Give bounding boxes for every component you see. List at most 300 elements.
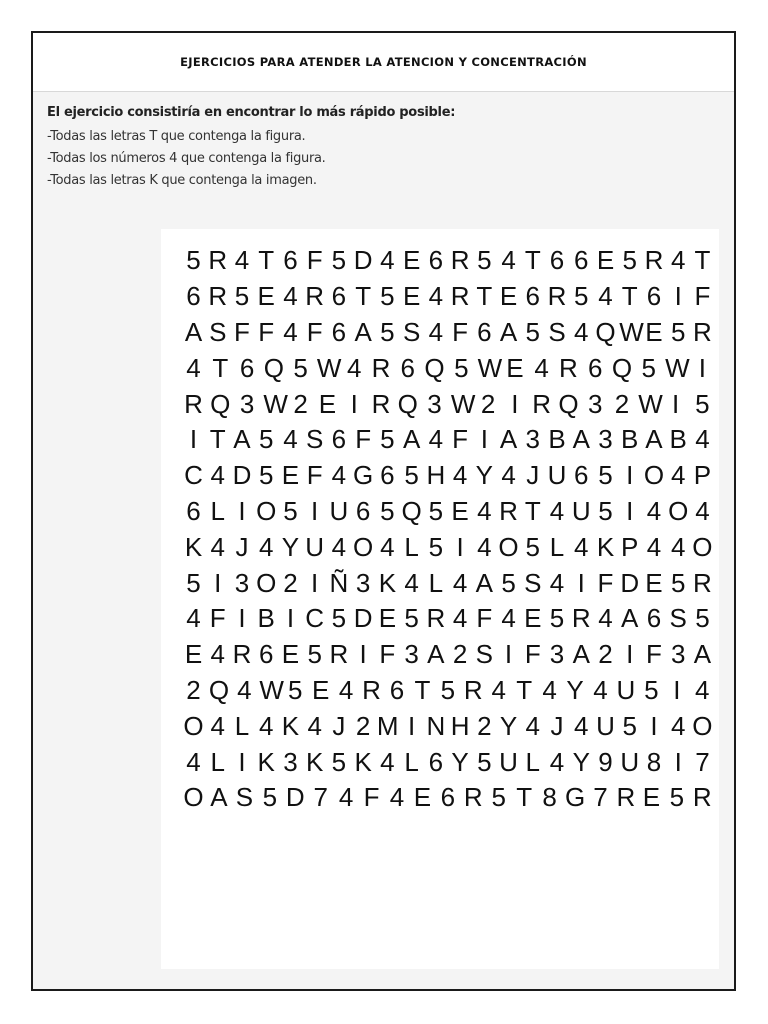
grid-cell: 3 bbox=[355, 567, 371, 598]
grid-cell: I bbox=[214, 567, 222, 598]
grid-cell: R bbox=[499, 495, 518, 526]
grid-row bbox=[183, 708, 713, 744]
grid-cell: G bbox=[353, 460, 374, 491]
grid-cell: O bbox=[183, 710, 204, 741]
grid-cell: L bbox=[525, 746, 541, 777]
instructions bbox=[47, 105, 724, 195]
grid-cell: 6 bbox=[428, 746, 444, 777]
grid-cell: 4 bbox=[283, 281, 298, 312]
grid-cell: E bbox=[281, 460, 300, 491]
grid-cell: S bbox=[306, 424, 324, 455]
grid-row bbox=[183, 780, 713, 816]
grid-cell: R bbox=[547, 281, 567, 312]
grid-cell: R bbox=[450, 245, 470, 276]
instruction-item-numbers-4: -Todas los números 4 que contenga la figura. bbox=[47, 151, 326, 166]
grid-cell: R bbox=[208, 245, 228, 276]
grid-cell: R bbox=[371, 388, 391, 419]
grid-cell: E bbox=[312, 674, 330, 705]
grid-cell: 6 bbox=[477, 316, 492, 347]
grid-cell: T bbox=[414, 674, 431, 705]
grid-cell: 4 bbox=[210, 639, 225, 670]
grid-cell: 5 bbox=[440, 674, 456, 705]
grid-cell: 4 bbox=[258, 531, 274, 562]
grid-cell: R bbox=[692, 782, 712, 813]
grid-cell: 6 bbox=[646, 603, 662, 634]
grid-cell: L bbox=[549, 531, 565, 562]
worksheet-frame bbox=[31, 31, 736, 991]
grid-cell: 5 bbox=[477, 746, 492, 777]
grid-cell: 5 bbox=[380, 316, 395, 347]
grid-cell: F bbox=[524, 639, 541, 670]
grid-cell: A bbox=[693, 639, 712, 670]
grid-cell: 4 bbox=[210, 710, 225, 741]
grid-cell: E bbox=[184, 639, 203, 670]
grid-cell: 6 bbox=[186, 281, 201, 312]
grid-cell: N bbox=[426, 710, 446, 741]
grid-cell: O bbox=[668, 495, 689, 526]
letter-grid-panel bbox=[161, 229, 719, 969]
grid-cell: 3 bbox=[427, 388, 442, 419]
grid-cell: T bbox=[516, 674, 533, 705]
grid-cell: 5 bbox=[644, 674, 659, 705]
grid-cell: T bbox=[355, 281, 372, 312]
grid-cell: S bbox=[402, 316, 421, 347]
grid-cell: 2 bbox=[186, 674, 201, 705]
grid-cell: A bbox=[621, 603, 639, 634]
grid-cell: R bbox=[532, 388, 552, 419]
grid-cell: 4 bbox=[670, 245, 686, 276]
grid-cell: 4 bbox=[593, 674, 608, 705]
grid-cell: 2 bbox=[477, 710, 492, 741]
grid-cell: E bbox=[318, 388, 337, 419]
grid-cell: A bbox=[499, 316, 518, 347]
grid-cell: R bbox=[693, 316, 712, 347]
grid-cell: 4 bbox=[549, 495, 565, 526]
grid-cell: 5 bbox=[288, 674, 303, 705]
grid-cell: 5 bbox=[186, 245, 201, 276]
grid-cell: R bbox=[329, 639, 349, 670]
grid-cell: K bbox=[184, 531, 203, 562]
grid-cell: 4 bbox=[501, 460, 516, 491]
grid-cell: R bbox=[571, 603, 591, 634]
grid-cell: F bbox=[597, 567, 614, 598]
instruction-item-letters-k: -Todas las letras K que contenga la imagen. bbox=[47, 173, 317, 188]
grid-cell: B bbox=[669, 424, 687, 455]
grid-cell: S bbox=[475, 639, 493, 670]
grid-cell: T bbox=[524, 495, 541, 526]
grid-cell: 4 bbox=[695, 674, 710, 705]
grid-cell: 4 bbox=[404, 567, 419, 598]
grid-cell: L bbox=[210, 746, 225, 777]
grid-cell: 4 bbox=[598, 603, 613, 634]
grid-cell: K bbox=[281, 710, 300, 741]
grid-cell: L bbox=[234, 710, 250, 741]
grid-cell: A bbox=[572, 424, 590, 455]
grid-cell: I bbox=[577, 567, 585, 598]
grid-cell: 4 bbox=[452, 567, 468, 598]
grid-row bbox=[183, 315, 713, 351]
grid-cell: A bbox=[475, 567, 493, 598]
grid-cell: 5 bbox=[331, 746, 347, 777]
grid-cell: E bbox=[524, 603, 542, 634]
grid-row bbox=[183, 637, 713, 673]
grid-row bbox=[183, 494, 713, 530]
grid-cell: 4 bbox=[186, 352, 201, 383]
grid-cell: P bbox=[693, 460, 712, 491]
instructions-intro: El ejercicio consistiría en encontrar lo más rápido posible: bbox=[47, 105, 456, 120]
grid-cell: I bbox=[350, 388, 358, 419]
grid-cell: Q bbox=[210, 388, 231, 419]
grid-cell: 3 bbox=[525, 424, 541, 455]
grid-cell: T bbox=[524, 245, 541, 276]
grid-cell: I bbox=[626, 460, 634, 491]
grid-cell: 5 bbox=[549, 603, 565, 634]
grid-cell: Q bbox=[424, 352, 445, 383]
grid-row bbox=[183, 744, 713, 780]
grid-cell: Y bbox=[499, 710, 518, 741]
grid-cell: 3 bbox=[234, 567, 250, 598]
grid-cell: I bbox=[671, 388, 680, 419]
grid-cell: L bbox=[404, 746, 419, 777]
grid-cell: 4 bbox=[258, 710, 274, 741]
grid-cell: 4 bbox=[534, 352, 549, 383]
grid-cell: 4 bbox=[380, 245, 395, 276]
grid-cell: R bbox=[232, 639, 252, 670]
grid-cell: E bbox=[402, 245, 421, 276]
grid-cell: 5 bbox=[380, 281, 395, 312]
grid-cell: Y bbox=[566, 674, 584, 705]
grid-cell: O bbox=[643, 460, 665, 491]
grid-cell: 4 bbox=[452, 460, 468, 491]
grid-cell: G bbox=[564, 782, 586, 813]
grid-cell: I bbox=[650, 710, 658, 741]
grid-row bbox=[183, 279, 713, 315]
grid-row bbox=[183, 243, 713, 279]
grid-cell: 6 bbox=[331, 424, 347, 455]
grid-cell: F bbox=[306, 316, 323, 347]
grid-cell: I bbox=[511, 388, 519, 419]
grid-cell: T bbox=[209, 424, 226, 455]
grid-cell: 9 bbox=[598, 746, 613, 777]
grid-cell: K bbox=[378, 567, 397, 598]
grid-cell: A bbox=[233, 424, 251, 455]
grid-cell: H bbox=[426, 460, 446, 491]
grid-cell: U bbox=[499, 746, 518, 777]
grid-cell: 5 bbox=[428, 531, 444, 562]
grid-cell: R bbox=[559, 352, 578, 383]
grid-cell: 4 bbox=[380, 531, 395, 562]
grid-cell: 4 bbox=[670, 460, 686, 491]
grid-cell: 3 bbox=[239, 388, 255, 419]
grid-cell: U bbox=[547, 460, 567, 491]
grid-cell: I bbox=[407, 710, 416, 741]
grid-cell: 5 bbox=[695, 388, 710, 419]
grid-cell: S bbox=[548, 316, 566, 347]
grid-cell: Q bbox=[401, 495, 422, 526]
grid-cell: 2 bbox=[614, 388, 630, 419]
grid-cell: 4 bbox=[695, 424, 710, 455]
grid-cell: 2 bbox=[283, 567, 298, 598]
grid-row bbox=[183, 529, 713, 565]
grid-cell: I bbox=[238, 603, 246, 634]
grid-cell: 4 bbox=[477, 531, 492, 562]
grid-cell: 6 bbox=[525, 281, 541, 312]
grid-cell: F bbox=[258, 316, 275, 347]
grid-cell: W bbox=[259, 674, 284, 705]
grid-cell: 4 bbox=[210, 531, 225, 562]
grid-cell: 6 bbox=[549, 245, 565, 276]
grid-cell: 4 bbox=[574, 531, 589, 562]
grid-cell: I bbox=[626, 639, 634, 670]
grid-cell: 6 bbox=[574, 460, 589, 491]
grid-cell: 5 bbox=[641, 352, 657, 383]
instruction-item-letters-t: -Todas las letras T que contenga la figura. bbox=[47, 129, 306, 144]
grid-cell: 6 bbox=[646, 281, 662, 312]
grid-cell: R bbox=[362, 674, 381, 705]
grid-cell: F bbox=[234, 316, 250, 347]
grid-cell: A bbox=[427, 639, 445, 670]
grid-cell: 4 bbox=[542, 674, 557, 705]
grid-cell: 5 bbox=[695, 603, 710, 634]
grid-cell: I bbox=[673, 674, 681, 705]
grid-cell: 4 bbox=[574, 710, 589, 741]
grid-cell: 4 bbox=[428, 316, 444, 347]
grid-cell: J bbox=[235, 531, 249, 562]
grid-cell: T bbox=[212, 352, 229, 383]
grid-cell: J bbox=[332, 710, 346, 741]
grid-cell: R bbox=[426, 603, 446, 634]
title-bar bbox=[33, 33, 734, 92]
grid-cell: I bbox=[359, 639, 367, 670]
grid-cell: 4 bbox=[695, 495, 710, 526]
grid-cell: E bbox=[378, 603, 397, 634]
grid-cell: W bbox=[665, 352, 690, 383]
grid-cell: E bbox=[499, 281, 518, 312]
grid-cell: E bbox=[402, 281, 421, 312]
grid-cell: Q bbox=[208, 674, 230, 705]
grid-cell: Ñ bbox=[329, 567, 349, 598]
grid-cell: 4 bbox=[549, 567, 565, 598]
letter-grid bbox=[183, 243, 713, 816]
grid-cell: C bbox=[305, 603, 325, 634]
grid-cell: 6 bbox=[574, 245, 589, 276]
grid-cell: A bbox=[645, 424, 663, 455]
grid-cell: W bbox=[619, 316, 644, 347]
grid-cell: 6 bbox=[239, 352, 255, 383]
grid-cell: R bbox=[450, 281, 470, 312]
grid-cell: Q bbox=[595, 316, 616, 347]
grid-cell: 4 bbox=[237, 674, 252, 705]
grid-cell: 3 bbox=[283, 746, 298, 777]
grid-cell: E bbox=[413, 782, 432, 813]
grid-cell: I bbox=[480, 424, 488, 455]
grid-cell: F bbox=[355, 424, 372, 455]
grid-cell: I bbox=[238, 746, 246, 777]
grid-cell: D bbox=[285, 782, 305, 813]
grid-cell: H bbox=[450, 710, 470, 741]
grid-cell: F bbox=[694, 281, 711, 312]
grid-cell: 2 bbox=[598, 639, 613, 670]
grid-cell: Y bbox=[475, 460, 493, 491]
grid-cell: 4 bbox=[389, 782, 405, 813]
grid-cell: 5 bbox=[283, 495, 298, 526]
grid-cell: I bbox=[674, 281, 682, 312]
grid-cell: W bbox=[263, 388, 288, 419]
grid-cell: W bbox=[450, 388, 476, 419]
grid-cell: A bbox=[402, 424, 421, 455]
grid-cell: F bbox=[379, 639, 396, 670]
grid-cell: 4 bbox=[210, 460, 225, 491]
grid-cell: 7 bbox=[313, 782, 328, 813]
grid-cell: O bbox=[353, 531, 374, 562]
grid-cell: U bbox=[596, 710, 615, 741]
grid-cell: 4 bbox=[501, 245, 516, 276]
grid-cell: S bbox=[524, 567, 542, 598]
grid-cell: 5 bbox=[454, 352, 469, 383]
grid-cell: 4 bbox=[491, 674, 506, 705]
grid-cell: S bbox=[235, 782, 254, 813]
grid-cell: 2 bbox=[452, 639, 468, 670]
grid-cell: Q bbox=[263, 352, 284, 383]
grid-cell: I bbox=[698, 352, 706, 383]
grid-cell: 5 bbox=[501, 567, 516, 598]
grid-row bbox=[183, 673, 713, 709]
grid-cell: 7 bbox=[593, 782, 608, 813]
grid-cell: E bbox=[451, 495, 469, 526]
grid-cell: F bbox=[363, 782, 380, 813]
grid-cell: 5 bbox=[574, 281, 589, 312]
grid-cell: Q bbox=[397, 388, 418, 419]
grid-cell: A bbox=[184, 316, 203, 347]
grid-cell: 3 bbox=[598, 424, 613, 455]
grid-cell: I bbox=[311, 567, 319, 598]
grid-cell: 4 bbox=[670, 710, 686, 741]
grid-cell: J bbox=[526, 460, 540, 491]
grid-cell: 5 bbox=[380, 495, 395, 526]
grid-cell: P bbox=[621, 531, 639, 562]
grid-cell: 5 bbox=[525, 531, 541, 562]
grid-cell: O bbox=[692, 531, 713, 562]
grid-cell: 5 bbox=[186, 567, 201, 598]
grid-row bbox=[183, 386, 713, 422]
grid-cell: E bbox=[596, 245, 615, 276]
grid-cell: O bbox=[692, 710, 713, 741]
grid-row bbox=[183, 601, 713, 637]
grid-cell: E bbox=[645, 316, 663, 347]
grid-cell: S bbox=[669, 603, 687, 634]
grid-cell: 6 bbox=[400, 352, 415, 383]
grid-cell: F bbox=[452, 424, 469, 455]
grid-cell: W bbox=[477, 352, 503, 383]
grid-cell: U bbox=[305, 531, 325, 562]
grid-cell: 3 bbox=[404, 639, 419, 670]
grid-cell: K bbox=[596, 531, 615, 562]
grid-cell: F bbox=[306, 460, 323, 491]
grid-cell: D bbox=[353, 245, 373, 276]
grid-cell: 6 bbox=[389, 674, 405, 705]
grid-cell: 3 bbox=[670, 639, 686, 670]
grid-cell: A bbox=[499, 424, 518, 455]
grid-cell: 6 bbox=[331, 281, 347, 312]
grid-cell: T bbox=[516, 782, 533, 813]
grid-cell: R bbox=[463, 782, 483, 813]
grid-cell: 4 bbox=[380, 746, 395, 777]
grid-cell: I bbox=[504, 639, 513, 670]
grid-cell: E bbox=[281, 639, 300, 670]
grid-cell: 5 bbox=[598, 495, 613, 526]
grid-cell: L bbox=[404, 531, 419, 562]
grid-cell: B bbox=[621, 424, 639, 455]
grid-cell: 4 bbox=[477, 495, 492, 526]
grid-cell: 5 bbox=[380, 424, 395, 455]
grid-cell: F bbox=[476, 603, 493, 634]
grid-cell: 5 bbox=[307, 639, 322, 670]
grid-cell: 4 bbox=[501, 603, 516, 634]
grid-cell: R bbox=[616, 782, 636, 813]
grid-cell: F bbox=[306, 245, 323, 276]
grid-cell: T bbox=[476, 281, 493, 312]
grid-cell: 4 bbox=[670, 531, 686, 562]
grid-cell: 4 bbox=[338, 782, 354, 813]
grid-cell: K bbox=[306, 746, 324, 777]
grid-cell: 4 bbox=[428, 281, 444, 312]
grid-cell: A bbox=[210, 782, 228, 813]
grid-cell: 5 bbox=[293, 352, 308, 383]
grid-cell: 5 bbox=[404, 603, 419, 634]
grid-cell: F bbox=[452, 316, 469, 347]
grid-cell: 4 bbox=[338, 674, 354, 705]
grid-cell: E bbox=[506, 352, 524, 383]
grid-cell: 3 bbox=[587, 388, 603, 419]
grid-cell: 4 bbox=[428, 424, 444, 455]
grid-cell: D bbox=[232, 460, 252, 491]
grid-cell: O bbox=[183, 782, 204, 813]
grid-cell: E bbox=[257, 281, 275, 312]
grid-cell: I bbox=[286, 603, 295, 634]
grid-cell: T bbox=[694, 245, 711, 276]
grid-cell: A bbox=[572, 639, 590, 670]
grid-cell: I bbox=[456, 531, 464, 562]
grid-cell: T bbox=[258, 245, 275, 276]
grid-cell: I bbox=[238, 495, 246, 526]
grid-cell: 6 bbox=[440, 782, 456, 813]
grid-cell: F bbox=[209, 603, 226, 634]
grid-cell: L bbox=[428, 567, 444, 598]
grid-cell: 6 bbox=[587, 352, 603, 383]
grid-cell: O bbox=[256, 495, 277, 526]
grid-cell: 6 bbox=[428, 245, 444, 276]
grid-cell: 5 bbox=[670, 567, 686, 598]
grid-cell: L bbox=[210, 495, 225, 526]
grid-cell: D bbox=[620, 567, 640, 598]
grid-cell: K bbox=[257, 746, 275, 777]
grid-row bbox=[183, 422, 713, 458]
grid-cell: I bbox=[626, 495, 634, 526]
grid-cell: 4 bbox=[331, 531, 347, 562]
grid-cell: U bbox=[329, 495, 349, 526]
grid-cell: 4 bbox=[346, 352, 362, 383]
grid-cell: 5 bbox=[331, 245, 347, 276]
grid-cell: 4 bbox=[186, 603, 201, 634]
grid-cell: W bbox=[316, 352, 342, 383]
grid-cell: I bbox=[674, 746, 682, 777]
grid-cell: B bbox=[548, 424, 566, 455]
grid-cell: 4 bbox=[186, 746, 201, 777]
worksheet-title: EJERCICIOS PARA ATENDER LA ATENCION Y CONCENTRACIÓN bbox=[180, 55, 587, 69]
grid-cell: R bbox=[184, 388, 203, 419]
grid-row bbox=[183, 565, 713, 601]
grid-cell: 3 bbox=[549, 639, 565, 670]
